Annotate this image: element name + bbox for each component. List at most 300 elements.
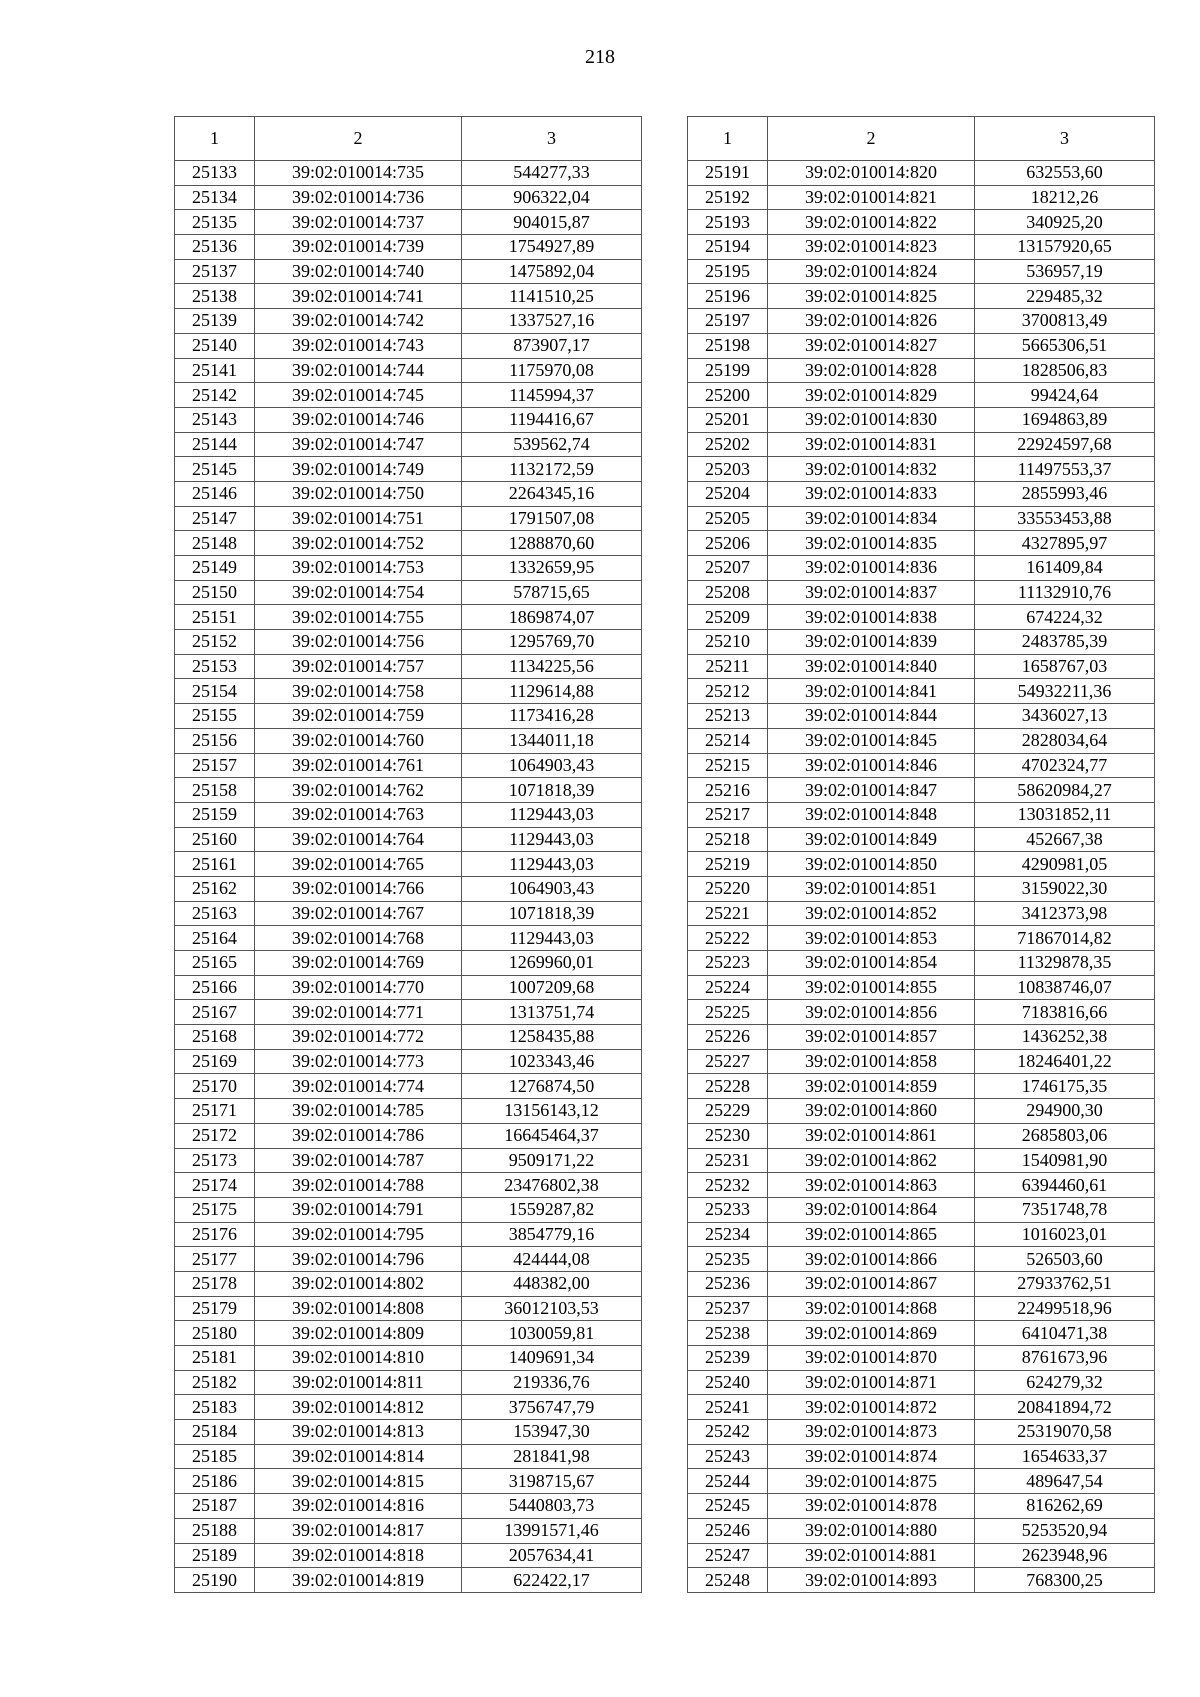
table-row bbox=[175, 556, 642, 581]
row-number-cell: 25147 bbox=[175, 506, 255, 531]
table-row bbox=[688, 1469, 1155, 1494]
table-row bbox=[175, 605, 642, 630]
row-number-cell: 25240 bbox=[688, 1370, 768, 1395]
table-right bbox=[687, 116, 1155, 1593]
table-row bbox=[688, 679, 1155, 704]
cadastral-number-cell: 39:02:010014:832 bbox=[768, 457, 975, 482]
cadastral-number-cell: 39:02:010014:758 bbox=[255, 679, 462, 704]
table-row bbox=[688, 975, 1155, 1000]
cadastral-number-cell: 39:02:010014:828 bbox=[768, 358, 975, 383]
cadastral-number-cell: 39:02:010014:813 bbox=[255, 1420, 462, 1445]
table-row bbox=[688, 185, 1155, 210]
row-number-cell: 25154 bbox=[175, 679, 255, 704]
row-number-cell: 25157 bbox=[175, 753, 255, 778]
table-row bbox=[688, 654, 1155, 679]
row-number-cell: 25178 bbox=[175, 1271, 255, 1296]
value-cell: 5440803,73 bbox=[462, 1494, 642, 1519]
row-number-cell: 25145 bbox=[175, 457, 255, 482]
table-row bbox=[688, 1568, 1155, 1593]
row-number-cell: 25237 bbox=[688, 1296, 768, 1321]
cadastral-number-cell: 39:02:010014:812 bbox=[255, 1395, 462, 1420]
table-row bbox=[688, 753, 1155, 778]
value-cell: 1337527,16 bbox=[462, 309, 642, 334]
table-row bbox=[688, 1543, 1155, 1568]
table-row bbox=[175, 778, 642, 803]
cadastral-number-cell: 39:02:010014:821 bbox=[768, 185, 975, 210]
table-left bbox=[174, 116, 642, 1593]
cadastral-number-cell: 39:02:010014:893 bbox=[768, 1568, 975, 1593]
row-number-cell: 25199 bbox=[688, 358, 768, 383]
value-cell: 6410471,38 bbox=[975, 1321, 1155, 1346]
cadastral-number-cell: 39:02:010014:763 bbox=[255, 802, 462, 827]
value-cell: 674224,32 bbox=[975, 605, 1155, 630]
cadastral-number-cell: 39:02:010014:834 bbox=[768, 506, 975, 531]
cadastral-number-cell: 39:02:010014:880 bbox=[768, 1518, 975, 1543]
table-row bbox=[175, 407, 642, 432]
cadastral-number-cell: 39:02:010014:759 bbox=[255, 704, 462, 729]
table-row bbox=[175, 1518, 642, 1543]
row-number-cell: 25236 bbox=[688, 1271, 768, 1296]
cadastral-number-cell: 39:02:010014:753 bbox=[255, 556, 462, 581]
value-cell: 1654633,37 bbox=[975, 1444, 1155, 1469]
row-number-cell: 25215 bbox=[688, 753, 768, 778]
row-number-cell: 25196 bbox=[688, 284, 768, 309]
value-cell: 13031852,11 bbox=[975, 802, 1155, 827]
value-cell: 22499518,96 bbox=[975, 1296, 1155, 1321]
row-number-cell: 25149 bbox=[175, 556, 255, 581]
table-row bbox=[175, 457, 642, 482]
row-number-cell: 25164 bbox=[175, 926, 255, 951]
table-row bbox=[688, 852, 1155, 877]
row-number-cell: 25228 bbox=[688, 1074, 768, 1099]
value-cell: 1694863,89 bbox=[975, 407, 1155, 432]
row-number-cell: 25142 bbox=[175, 383, 255, 408]
cadastral-number-cell: 39:02:010014:864 bbox=[768, 1197, 975, 1222]
value-cell: 632553,60 bbox=[975, 161, 1155, 186]
value-cell: 9509171,22 bbox=[462, 1148, 642, 1173]
cadastral-number-cell: 39:02:010014:849 bbox=[768, 827, 975, 852]
table-row bbox=[688, 1197, 1155, 1222]
table-row bbox=[175, 1444, 642, 1469]
table-row bbox=[688, 210, 1155, 235]
table-row bbox=[688, 284, 1155, 309]
value-cell: 816262,69 bbox=[975, 1494, 1155, 1519]
value-cell: 99424,64 bbox=[975, 383, 1155, 408]
table-row bbox=[175, 358, 642, 383]
value-cell: 624279,32 bbox=[975, 1370, 1155, 1395]
value-cell: 71867014,82 bbox=[975, 926, 1155, 951]
value-cell: 8761673,96 bbox=[975, 1346, 1155, 1371]
cadastral-number-cell: 39:02:010014:824 bbox=[768, 259, 975, 284]
table-row bbox=[688, 1518, 1155, 1543]
cadastral-number-cell: 39:02:010014:741 bbox=[255, 284, 462, 309]
cadastral-number-cell: 39:02:010014:837 bbox=[768, 580, 975, 605]
row-number-cell: 25230 bbox=[688, 1123, 768, 1148]
value-cell: 1141510,25 bbox=[462, 284, 642, 309]
table-row bbox=[688, 1074, 1155, 1099]
cadastral-number-cell: 39:02:010014:761 bbox=[255, 753, 462, 778]
table-row bbox=[175, 1543, 642, 1568]
table-row bbox=[175, 1148, 642, 1173]
cadastral-number-cell: 39:02:010014:820 bbox=[768, 161, 975, 186]
table-row bbox=[175, 481, 642, 506]
row-number-cell: 25171 bbox=[175, 1099, 255, 1124]
cadastral-number-cell: 39:02:010014:830 bbox=[768, 407, 975, 432]
row-number-cell: 25182 bbox=[175, 1370, 255, 1395]
value-cell: 1436252,38 bbox=[975, 1025, 1155, 1050]
cadastral-number-cell: 39:02:010014:766 bbox=[255, 876, 462, 901]
table-row bbox=[175, 1346, 642, 1371]
cadastral-number-cell: 39:02:010014:833 bbox=[768, 481, 975, 506]
value-cell: 452667,38 bbox=[975, 827, 1155, 852]
cadastral-number-cell: 39:02:010014:848 bbox=[768, 802, 975, 827]
value-cell: 1016023,01 bbox=[975, 1222, 1155, 1247]
table-row bbox=[688, 1247, 1155, 1272]
cadastral-number-cell: 39:02:010014:808 bbox=[255, 1296, 462, 1321]
column-header-1: 1 bbox=[688, 117, 768, 161]
cadastral-number-cell: 39:02:010014:826 bbox=[768, 309, 975, 334]
cadastral-number-cell: 39:02:010014:825 bbox=[768, 284, 975, 309]
cadastral-number-cell: 39:02:010014:752 bbox=[255, 531, 462, 556]
value-cell: 22924597,68 bbox=[975, 432, 1155, 457]
table-row bbox=[175, 852, 642, 877]
value-cell: 13991571,46 bbox=[462, 1518, 642, 1543]
table-row bbox=[175, 1074, 642, 1099]
column-header-1: 1 bbox=[175, 117, 255, 161]
table-row bbox=[688, 778, 1155, 803]
cadastral-number-cell: 39:02:010014:868 bbox=[768, 1296, 975, 1321]
cadastral-number-cell: 39:02:010014:875 bbox=[768, 1469, 975, 1494]
value-cell: 1173416,28 bbox=[462, 704, 642, 729]
cadastral-number-cell: 39:02:010014:861 bbox=[768, 1123, 975, 1148]
value-cell: 526503,60 bbox=[975, 1247, 1155, 1272]
cadastral-number-cell: 39:02:010014:786 bbox=[255, 1123, 462, 1148]
cadastral-number-cell: 39:02:010014:858 bbox=[768, 1049, 975, 1074]
row-number-cell: 25195 bbox=[688, 259, 768, 284]
cadastral-number-cell: 39:02:010014:810 bbox=[255, 1346, 462, 1371]
cadastral-number-cell: 39:02:010014:853 bbox=[768, 926, 975, 951]
value-cell: 33553453,88 bbox=[975, 506, 1155, 531]
cadastral-number-cell: 39:02:010014:839 bbox=[768, 630, 975, 655]
row-number-cell: 25217 bbox=[688, 802, 768, 827]
value-cell: 768300,25 bbox=[975, 1568, 1155, 1593]
table-row bbox=[175, 210, 642, 235]
table-row bbox=[175, 531, 642, 556]
cadastral-number-cell: 39:02:010014:756 bbox=[255, 630, 462, 655]
row-number-cell: 25167 bbox=[175, 1000, 255, 1025]
cadastral-number-cell: 39:02:010014:866 bbox=[768, 1247, 975, 1272]
value-cell: 11329878,35 bbox=[975, 951, 1155, 976]
value-cell: 1313751,74 bbox=[462, 1000, 642, 1025]
row-number-cell: 25200 bbox=[688, 383, 768, 408]
row-number-cell: 25239 bbox=[688, 1346, 768, 1371]
row-number-cell: 25208 bbox=[688, 580, 768, 605]
row-number-cell: 25243 bbox=[688, 1444, 768, 1469]
cadastral-number-cell: 39:02:010014:840 bbox=[768, 654, 975, 679]
row-number-cell: 25168 bbox=[175, 1025, 255, 1050]
cadastral-number-cell: 39:02:010014:755 bbox=[255, 605, 462, 630]
table-row bbox=[175, 1420, 642, 1445]
cadastral-number-cell: 39:02:010014:743 bbox=[255, 333, 462, 358]
row-number-cell: 25162 bbox=[175, 876, 255, 901]
value-cell: 340925,20 bbox=[975, 210, 1155, 235]
cadastral-number-cell: 39:02:010014:817 bbox=[255, 1518, 462, 1543]
value-cell: 36012103,53 bbox=[462, 1296, 642, 1321]
cadastral-number-cell: 39:02:010014:857 bbox=[768, 1025, 975, 1050]
table-row bbox=[688, 407, 1155, 432]
table-row bbox=[175, 1049, 642, 1074]
table-row bbox=[175, 1469, 642, 1494]
cadastral-number-cell: 39:02:010014:867 bbox=[768, 1271, 975, 1296]
value-cell: 11497553,37 bbox=[975, 457, 1155, 482]
table-row bbox=[688, 1420, 1155, 1445]
value-cell: 622422,17 bbox=[462, 1568, 642, 1593]
cadastral-number-cell: 39:02:010014:791 bbox=[255, 1197, 462, 1222]
value-cell: 18212,26 bbox=[975, 185, 1155, 210]
cadastral-number-cell: 39:02:010014:819 bbox=[255, 1568, 462, 1593]
table-row bbox=[175, 1173, 642, 1198]
cadastral-number-cell: 39:02:010014:746 bbox=[255, 407, 462, 432]
cadastral-number-cell: 39:02:010014:770 bbox=[255, 975, 462, 1000]
table-row bbox=[688, 1271, 1155, 1296]
row-number-cell: 25202 bbox=[688, 432, 768, 457]
table-row bbox=[688, 1494, 1155, 1519]
cadastral-number-cell: 39:02:010014:881 bbox=[768, 1543, 975, 1568]
row-number-cell: 25151 bbox=[175, 605, 255, 630]
value-cell: 1559287,82 bbox=[462, 1197, 642, 1222]
row-number-cell: 25210 bbox=[688, 630, 768, 655]
row-number-cell: 25241 bbox=[688, 1395, 768, 1420]
table-row bbox=[688, 1296, 1155, 1321]
row-number-cell: 25165 bbox=[175, 951, 255, 976]
value-cell: 7351748,78 bbox=[975, 1197, 1155, 1222]
row-number-cell: 25203 bbox=[688, 457, 768, 482]
row-number-cell: 25160 bbox=[175, 827, 255, 852]
table-row bbox=[688, 1173, 1155, 1198]
cadastral-number-cell: 39:02:010014:845 bbox=[768, 728, 975, 753]
table-row bbox=[175, 1025, 642, 1050]
row-number-cell: 25192 bbox=[688, 185, 768, 210]
value-cell: 219336,76 bbox=[462, 1370, 642, 1395]
table-row bbox=[175, 1494, 642, 1519]
table-row bbox=[175, 802, 642, 827]
row-number-cell: 25133 bbox=[175, 161, 255, 186]
row-number-cell: 25152 bbox=[175, 630, 255, 655]
value-cell: 2483785,39 bbox=[975, 630, 1155, 655]
value-cell: 23476802,38 bbox=[462, 1173, 642, 1198]
table-row bbox=[175, 1296, 642, 1321]
row-number-cell: 25207 bbox=[688, 556, 768, 581]
table-row bbox=[688, 1099, 1155, 1124]
row-number-cell: 25206 bbox=[688, 531, 768, 556]
table-row bbox=[688, 901, 1155, 926]
cadastral-number-cell: 39:02:010014:814 bbox=[255, 1444, 462, 1469]
row-number-cell: 25226 bbox=[688, 1025, 768, 1050]
row-number-cell: 25179 bbox=[175, 1296, 255, 1321]
table-header-row bbox=[175, 117, 642, 161]
value-cell: 1754927,89 bbox=[462, 235, 642, 260]
value-cell: 2623948,96 bbox=[975, 1543, 1155, 1568]
table-row bbox=[688, 1000, 1155, 1025]
value-cell: 489647,54 bbox=[975, 1469, 1155, 1494]
table-row bbox=[688, 1346, 1155, 1371]
cadastral-number-cell: 39:02:010014:809 bbox=[255, 1321, 462, 1346]
row-number-cell: 25223 bbox=[688, 951, 768, 976]
cadastral-number-cell: 39:02:010014:762 bbox=[255, 778, 462, 803]
row-number-cell: 25153 bbox=[175, 654, 255, 679]
table-row bbox=[688, 481, 1155, 506]
cadastral-number-cell: 39:02:010014:745 bbox=[255, 383, 462, 408]
table-row bbox=[688, 235, 1155, 260]
row-number-cell: 25136 bbox=[175, 235, 255, 260]
row-number-cell: 25189 bbox=[175, 1543, 255, 1568]
value-cell: 4327895,97 bbox=[975, 531, 1155, 556]
cadastral-number-cell: 39:02:010014:855 bbox=[768, 975, 975, 1000]
cadastral-number-cell: 39:02:010014:768 bbox=[255, 926, 462, 951]
row-number-cell: 25170 bbox=[175, 1074, 255, 1099]
cadastral-number-cell: 39:02:010014:863 bbox=[768, 1173, 975, 1198]
row-number-cell: 25134 bbox=[175, 185, 255, 210]
row-number-cell: 25137 bbox=[175, 259, 255, 284]
table-row bbox=[688, 580, 1155, 605]
value-cell: 5253520,94 bbox=[975, 1518, 1155, 1543]
value-cell: 2057634,41 bbox=[462, 1543, 642, 1568]
row-number-cell: 25198 bbox=[688, 333, 768, 358]
row-number-cell: 25190 bbox=[175, 1568, 255, 1593]
row-number-cell: 25247 bbox=[688, 1543, 768, 1568]
row-number-cell: 25172 bbox=[175, 1123, 255, 1148]
row-number-cell: 25159 bbox=[175, 802, 255, 827]
table-row bbox=[175, 630, 642, 655]
value-cell: 1746175,35 bbox=[975, 1074, 1155, 1099]
table-row bbox=[175, 654, 642, 679]
row-number-cell: 25156 bbox=[175, 728, 255, 753]
cadastral-number-cell: 39:02:010014:851 bbox=[768, 876, 975, 901]
value-cell: 3198715,67 bbox=[462, 1469, 642, 1494]
cadastral-number-cell: 39:02:010014:773 bbox=[255, 1049, 462, 1074]
value-cell: 1295769,70 bbox=[462, 630, 642, 655]
value-cell: 539562,74 bbox=[462, 432, 642, 457]
row-number-cell: 25139 bbox=[175, 309, 255, 334]
row-number-cell: 25221 bbox=[688, 901, 768, 926]
table-row bbox=[688, 605, 1155, 630]
row-number-cell: 25205 bbox=[688, 506, 768, 531]
cadastral-number-cell: 39:02:010014:836 bbox=[768, 556, 975, 581]
cadastral-number-cell: 39:02:010014:744 bbox=[255, 358, 462, 383]
cadastral-number-cell: 39:02:010014:769 bbox=[255, 951, 462, 976]
cadastral-number-cell: 39:02:010014:757 bbox=[255, 654, 462, 679]
value-cell: 1134225,56 bbox=[462, 654, 642, 679]
table-row bbox=[688, 1148, 1155, 1173]
page-number: 218 bbox=[585, 46, 615, 68]
cadastral-number-cell: 39:02:010014:747 bbox=[255, 432, 462, 457]
value-cell: 1129443,03 bbox=[462, 802, 642, 827]
cadastral-number-cell: 39:02:010014:872 bbox=[768, 1395, 975, 1420]
cadastral-number-cell: 39:02:010014:823 bbox=[768, 235, 975, 260]
table-row bbox=[175, 1568, 642, 1593]
row-number-cell: 25197 bbox=[688, 309, 768, 334]
table-row bbox=[688, 259, 1155, 284]
value-cell: 54932211,36 bbox=[975, 679, 1155, 704]
column-header-2: 2 bbox=[768, 117, 975, 161]
value-cell: 2828034,64 bbox=[975, 728, 1155, 753]
cadastral-number-cell: 39:02:010014:860 bbox=[768, 1099, 975, 1124]
row-number-cell: 25187 bbox=[175, 1494, 255, 1519]
value-cell: 4702324,77 bbox=[975, 753, 1155, 778]
row-number-cell: 25186 bbox=[175, 1469, 255, 1494]
table-row bbox=[175, 679, 642, 704]
value-cell: 1030059,81 bbox=[462, 1321, 642, 1346]
cadastral-number-cell: 39:02:010014:878 bbox=[768, 1494, 975, 1519]
cadastral-number-cell: 39:02:010014:785 bbox=[255, 1099, 462, 1124]
value-cell: 1344011,18 bbox=[462, 728, 642, 753]
table-row bbox=[175, 704, 642, 729]
value-cell: 906322,04 bbox=[462, 185, 642, 210]
table-row bbox=[175, 1370, 642, 1395]
table-row bbox=[175, 259, 642, 284]
row-number-cell: 25161 bbox=[175, 852, 255, 877]
value-cell: 153947,30 bbox=[462, 1420, 642, 1445]
value-cell: 1540981,90 bbox=[975, 1148, 1155, 1173]
value-cell: 6394460,61 bbox=[975, 1173, 1155, 1198]
table-row bbox=[175, 383, 642, 408]
table-row bbox=[688, 1222, 1155, 1247]
cadastral-number-cell: 39:02:010014:835 bbox=[768, 531, 975, 556]
row-number-cell: 25175 bbox=[175, 1197, 255, 1222]
row-number-cell: 25143 bbox=[175, 407, 255, 432]
column-header-2: 2 bbox=[255, 117, 462, 161]
row-number-cell: 25169 bbox=[175, 1049, 255, 1074]
table-row bbox=[175, 1197, 642, 1222]
value-cell: 2855993,46 bbox=[975, 481, 1155, 506]
row-number-cell: 25233 bbox=[688, 1197, 768, 1222]
cadastral-number-cell: 39:02:010014:854 bbox=[768, 951, 975, 976]
value-cell: 1332659,95 bbox=[462, 556, 642, 581]
cadastral-number-cell: 39:02:010014:847 bbox=[768, 778, 975, 803]
row-number-cell: 25191 bbox=[688, 161, 768, 186]
table-row bbox=[688, 1444, 1155, 1469]
row-number-cell: 25173 bbox=[175, 1148, 255, 1173]
table-row bbox=[688, 1370, 1155, 1395]
value-cell: 424444,08 bbox=[462, 1247, 642, 1272]
row-number-cell: 25248 bbox=[688, 1568, 768, 1593]
row-number-cell: 25238 bbox=[688, 1321, 768, 1346]
row-number-cell: 25193 bbox=[688, 210, 768, 235]
row-number-cell: 25135 bbox=[175, 210, 255, 235]
table-row bbox=[688, 556, 1155, 581]
cadastral-number-cell: 39:02:010014:739 bbox=[255, 235, 462, 260]
table-row bbox=[688, 926, 1155, 951]
row-number-cell: 25155 bbox=[175, 704, 255, 729]
value-cell: 16645464,37 bbox=[462, 1123, 642, 1148]
cadastral-number-cell: 39:02:010014:874 bbox=[768, 1444, 975, 1469]
value-cell: 1828506,83 bbox=[975, 358, 1155, 383]
value-cell: 1064903,43 bbox=[462, 753, 642, 778]
value-cell: 3159022,30 bbox=[975, 876, 1155, 901]
value-cell: 1869874,07 bbox=[462, 605, 642, 630]
table-row bbox=[175, 506, 642, 531]
cadastral-number-cell: 39:02:010014:852 bbox=[768, 901, 975, 926]
value-cell: 1129443,03 bbox=[462, 852, 642, 877]
cadastral-number-cell: 39:02:010014:862 bbox=[768, 1148, 975, 1173]
value-cell: 3756747,79 bbox=[462, 1395, 642, 1420]
cadastral-number-cell: 39:02:010014:865 bbox=[768, 1222, 975, 1247]
value-cell: 1132172,59 bbox=[462, 457, 642, 482]
cadastral-number-cell: 39:02:010014:772 bbox=[255, 1025, 462, 1050]
table-row bbox=[175, 432, 642, 457]
table-row bbox=[688, 531, 1155, 556]
table-row bbox=[175, 1271, 642, 1296]
